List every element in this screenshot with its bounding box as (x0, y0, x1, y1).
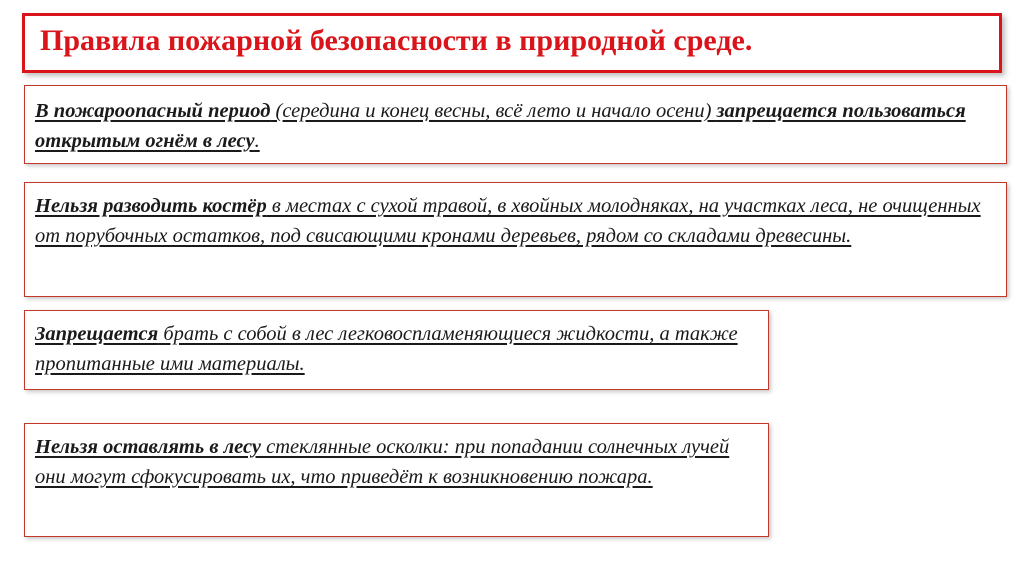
rule-card-flammable (24, 310, 769, 390)
rule-end: . (254, 130, 260, 152)
rule-card-period (24, 85, 1007, 164)
rule-card-campfire (24, 182, 1007, 297)
page-title: Правила пожарной безопасности в природной среде. (40, 24, 753, 57)
title-box (22, 13, 1002, 73)
rule-lead: В пожароопасный период (35, 100, 271, 122)
rule-card-glass (24, 423, 769, 537)
rule-lead: Нельзя оставлять в лесу (35, 436, 262, 458)
rule-lead: Нельзя разводить костёр (35, 195, 267, 217)
rule-text: в местах с сухой травой, в хвойных молодняках, на участках леса, не очищенных от порубочных остатков, под свисающими кронами деревьев, рядом со складами древесины. (35, 195, 981, 247)
rule-text: стеклянные осколки: при попадании солнечных лучей они могут сфокусировать их, что приведёт к возникновению пожара. (35, 436, 730, 488)
rule-text: (середина и конец весны, всё лето и начало осени) (270, 100, 717, 122)
rule-text: брать с собой в лес легковоспламеняющиеся жидкости, а также пропитанные ими материалы. (35, 323, 738, 375)
rule-lead: Запрещается (35, 323, 159, 345)
rule-emphasis: запрещается пользоваться открытым огнём в лесу (35, 100, 966, 152)
